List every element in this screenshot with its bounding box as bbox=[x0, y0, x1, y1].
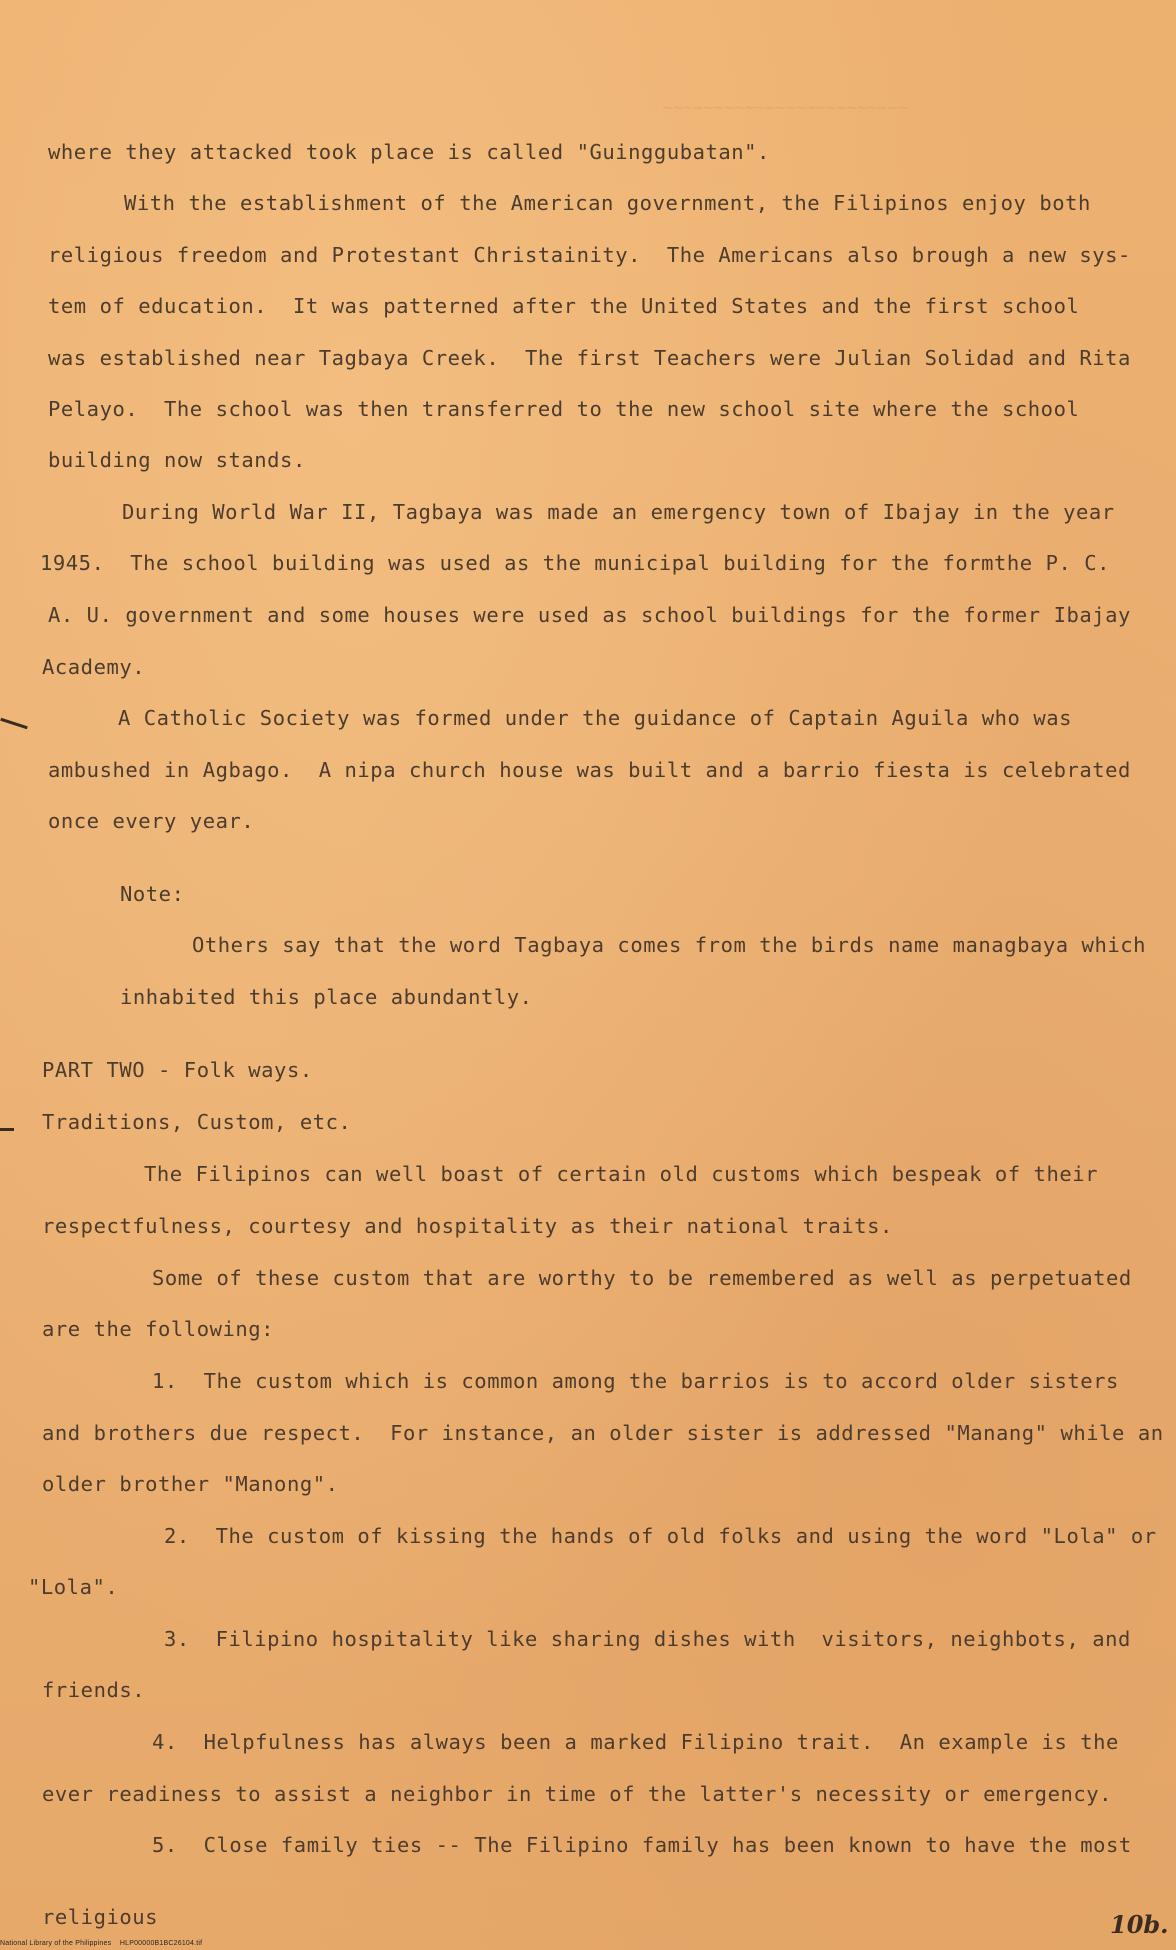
note-label: Note: bbox=[120, 882, 185, 906]
section-heading: PART TWO - Folk ways. bbox=[42, 1058, 313, 1082]
text-line-20: The Filipinos can well boast of certain old customs which bespeak of their bbox=[144, 1162, 1099, 1186]
text-line-16: Others say that the word Tagbaya comes from the birds name managbaya which bbox=[192, 933, 1147, 957]
bleed-through-text: ~~~~~~~~~~~~~~~~~~~~~~~~ bbox=[560, 98, 908, 118]
list-item-3: 3. Filipino hospitality like sharing dishes with visitors, neighbots, and bbox=[164, 1627, 1131, 1651]
catchword: religious bbox=[42, 1905, 159, 1929]
text-line-25: and brothers due respect. For instance, an older sister is addressed "Manang" while an bbox=[42, 1421, 1164, 1445]
text-line-2: With the establishment of the American government, the Filipinos enjoy both bbox=[124, 191, 1091, 215]
margin-mark bbox=[0, 1128, 14, 1131]
list-item-5: 5. Close family ties -- The Filipino family has been known to have the most bbox=[152, 1833, 1132, 1857]
list-item-4: 4. Helpfulness has always been a marked Filipino trait. An example is the bbox=[152, 1730, 1119, 1754]
text-line-17: inhabited this place abundantly. bbox=[120, 985, 533, 1009]
text-line-32: ever readiness to assist a neighbor in time of the latter's necessity or emergency. bbox=[42, 1782, 1113, 1806]
text-line-21: respectfulness, courtesy and hospitality as their national traits. bbox=[42, 1214, 893, 1238]
text-line-3: religious freedom and Protestant Christainity. The Americans also brough a new sys- bbox=[48, 243, 1131, 267]
text-line-9: 1945. The school building was used as the municipal building for the formthe P. C. bbox=[40, 551, 1111, 575]
subheading: Traditions, Custom, etc. bbox=[42, 1110, 352, 1134]
text-line-7: building now stands. bbox=[48, 448, 306, 472]
text-line-30: friends. bbox=[42, 1678, 146, 1702]
list-item-1: 1. The custom which is common among the barrios is to accord older sisters bbox=[152, 1369, 1119, 1393]
text-line-23: are the following: bbox=[42, 1317, 275, 1341]
text-line-5: was established near Tagbaya Creek. The first Teachers were Julian Solidad and Rita bbox=[48, 346, 1131, 370]
text-line-22: Some of these custom that are worthy to be remembered as well as perpetuated bbox=[152, 1266, 1132, 1290]
text-line-6: Pelayo. The school was then transferred to the new school site where the school bbox=[48, 397, 1080, 421]
text-line-13: ambushed in Agbago. A nipa church house was built and a barrio fiesta is celebrated bbox=[48, 758, 1131, 782]
text-line-8: During World War II, Tagbaya was made an emergency town of Ibajay in the year bbox=[122, 500, 1115, 524]
page-number: 10b. bbox=[1110, 1910, 1169, 1939]
margin-mark bbox=[0, 718, 28, 730]
text-line-4: tem of education. It was patterned after the United States and the first school bbox=[48, 294, 1080, 318]
text-line-26: older brother "Manong". bbox=[42, 1472, 339, 1496]
list-item-2: 2. The custom of kissing the hands of old folks and using the word "Lola" or bbox=[164, 1524, 1157, 1548]
text-line-14: once every year. bbox=[48, 809, 255, 833]
text-line-1: where they attacked took place is called "Guinggubatan". bbox=[48, 140, 770, 164]
text-line-10: A. U. government and some houses were used as school buildings for the former Ibajay bbox=[48, 603, 1131, 627]
text-line-11: Academy. bbox=[42, 655, 146, 679]
archive-label: National Library of the Philippines HLP00000B1BC26104.tif bbox=[0, 1940, 203, 1947]
text-line-28: "Lola". bbox=[28, 1575, 119, 1599]
text-line-12: A Catholic Society was formed under the guidance of Captain Aguila who was bbox=[118, 706, 1073, 730]
